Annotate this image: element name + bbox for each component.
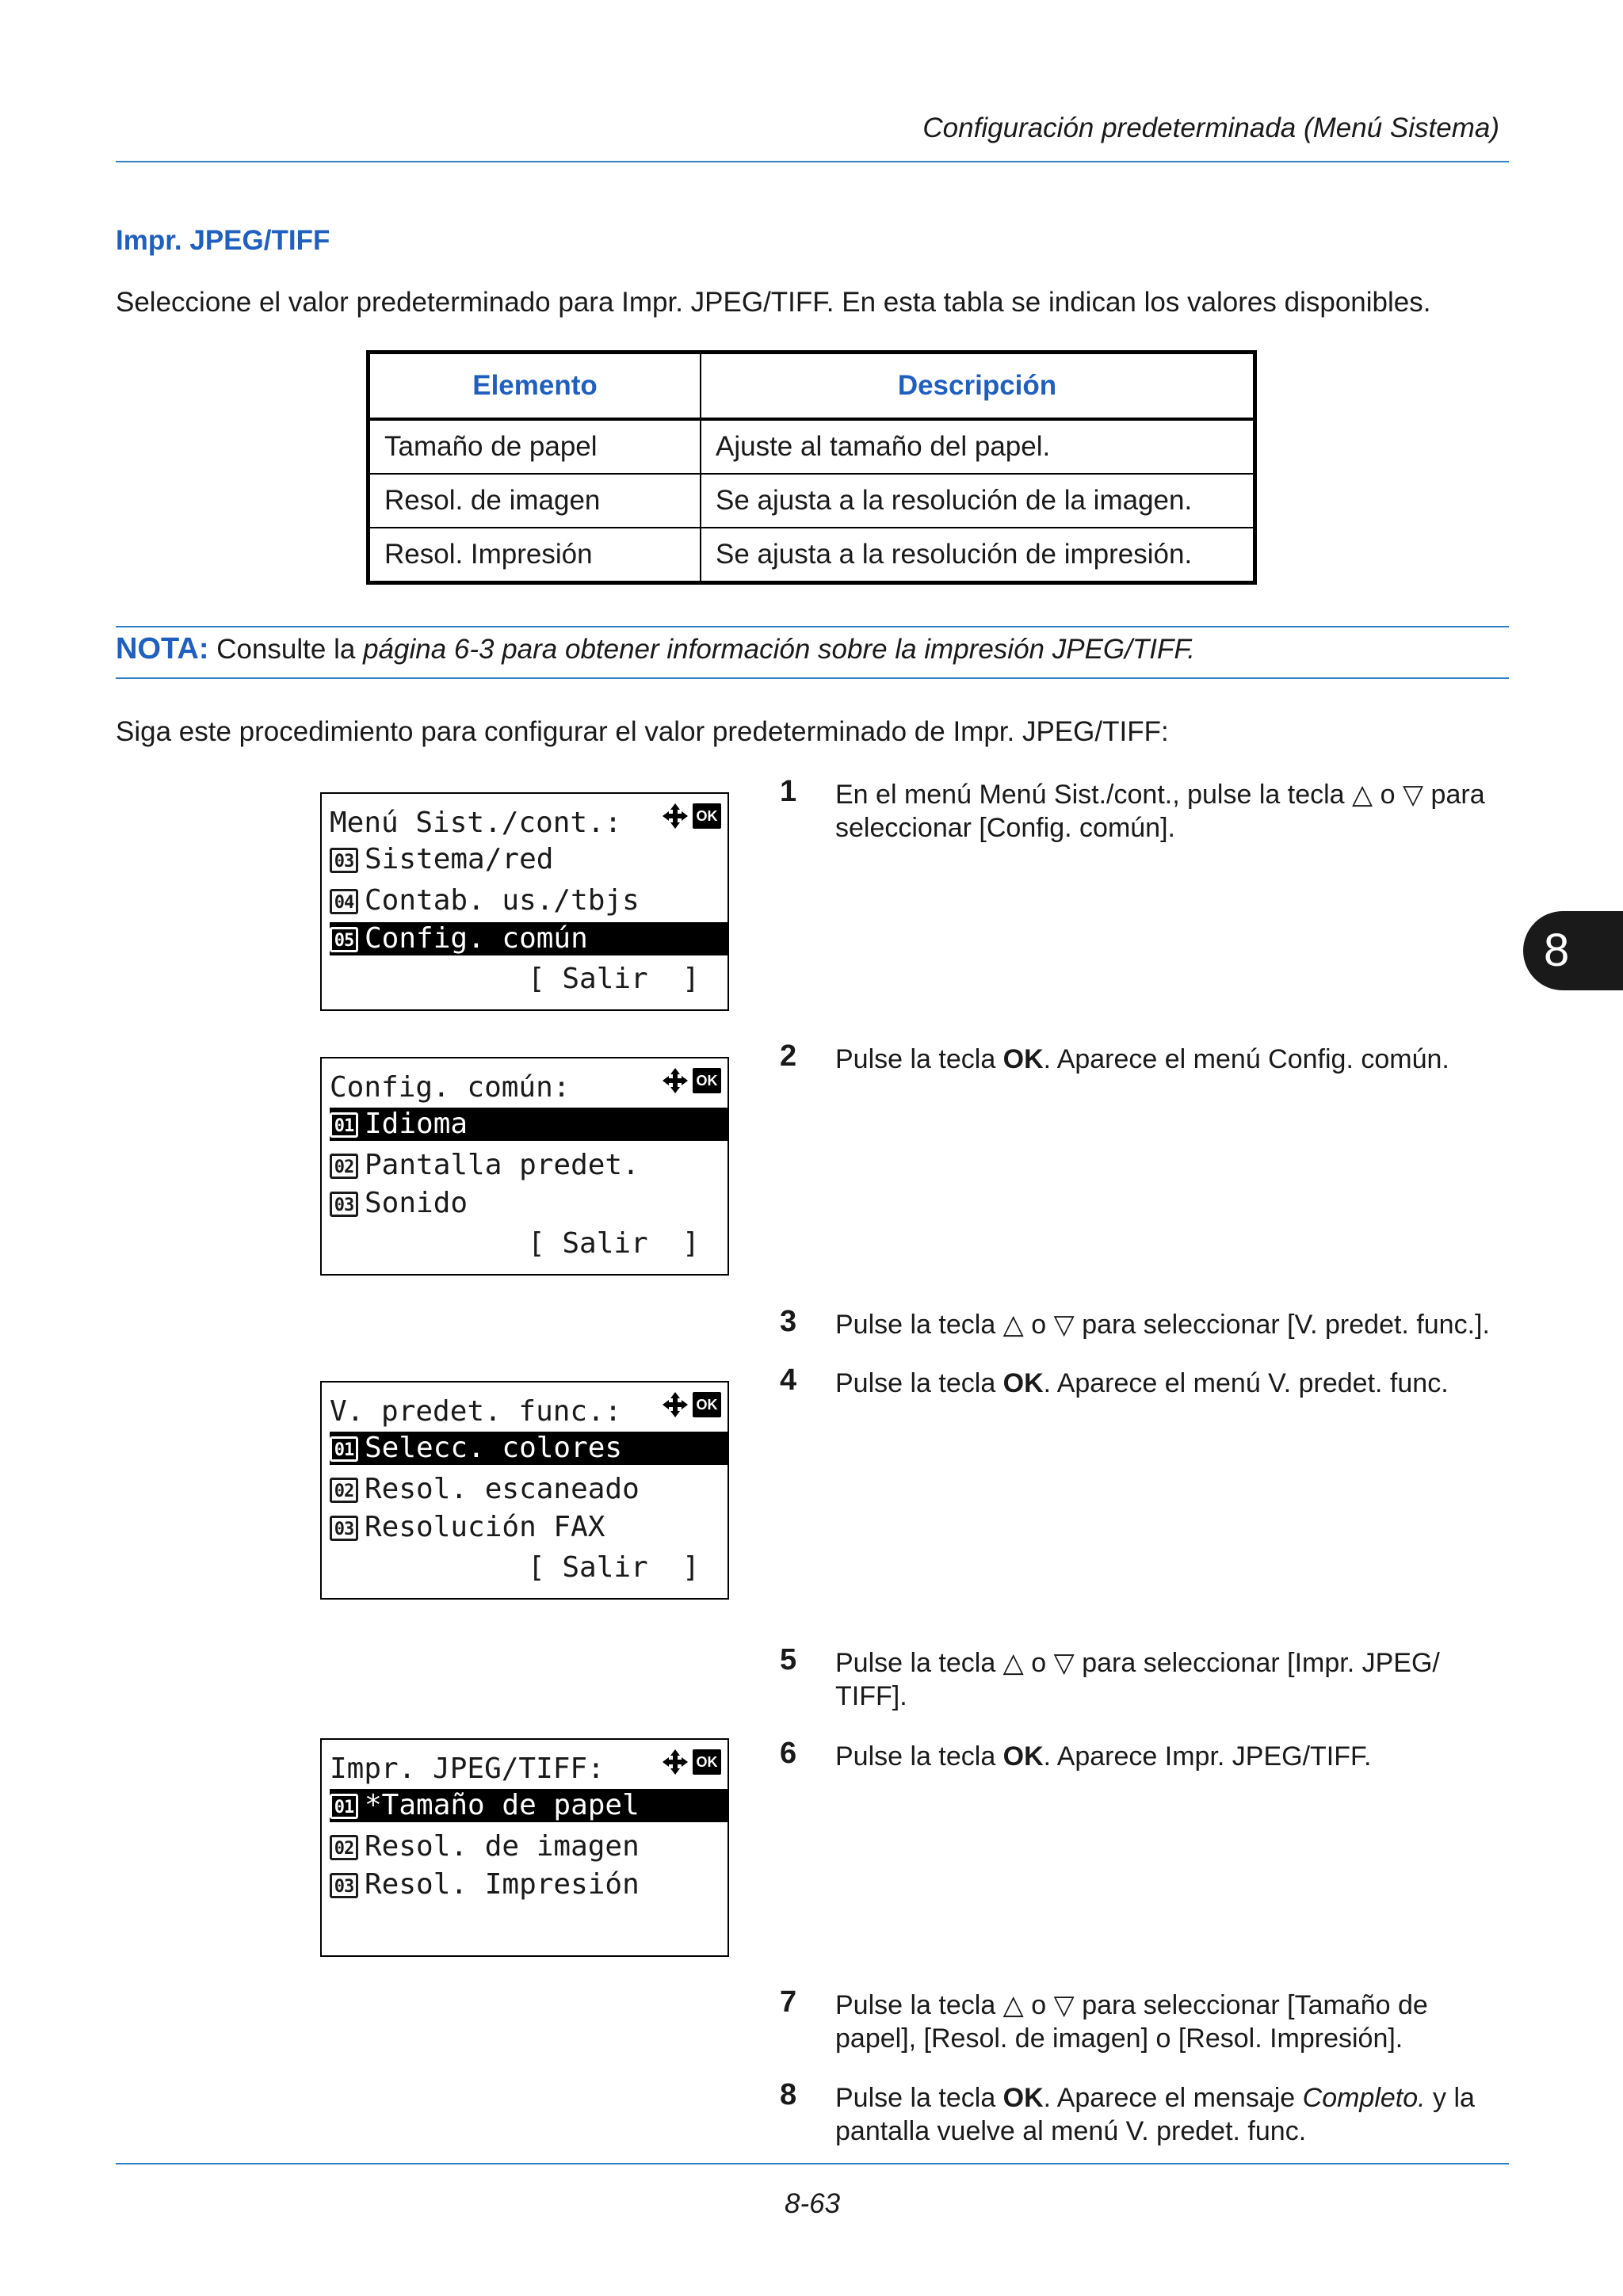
lcd-exit-softkey: [ Salir ] xyxy=(528,963,700,995)
ok-key-icon xyxy=(661,1389,721,1421)
table-header-row xyxy=(369,353,1255,420)
lcd-item-label: Contab. us./tbjs xyxy=(365,884,640,917)
lcd-menu-item xyxy=(330,1789,727,1822)
lcd-menu-item xyxy=(330,1432,727,1465)
lcd-exit-softkey: [ Salir ] xyxy=(528,1227,700,1260)
step-text-part: . Aparece Impr. JPEG/TIFF. xyxy=(1043,1741,1372,1772)
step-number: 1 xyxy=(780,775,797,808)
item-number-icon: 03 xyxy=(330,1192,358,1217)
values-table xyxy=(366,350,1257,585)
item-number-icon: 04 xyxy=(330,889,358,914)
item-number-icon: 01 xyxy=(330,1436,358,1462)
lcd-menu-item xyxy=(330,1473,727,1506)
lcd-menu-item xyxy=(330,922,727,955)
navigation-arrows-icon xyxy=(661,1390,689,1419)
note-bottom-rule xyxy=(116,677,1509,679)
section-intro: Seleccione el valor predeterminado para Impr. JPEG/TIFF. En esta tabla se indican los valores disponibles. xyxy=(116,287,1431,318)
step-text-part: Pulse la tecla △ o ▽ para seleccionar [Tamaño de papel], [Resol. de imagen] o [Resol. Impresión]. xyxy=(835,1990,1428,2054)
note-link-text[interactable]: página 6-3 para obtener información sobre la impresión JPEG/TIFF. xyxy=(363,634,1195,665)
note-top-rule xyxy=(116,626,1509,627)
lcd-menu-item xyxy=(330,1108,727,1141)
step-text-part: . Aparece el menú Config. común. xyxy=(1043,1044,1449,1074)
lcd-menu-item xyxy=(330,1868,727,1901)
step-text xyxy=(835,778,1509,845)
ok-label: OK xyxy=(693,1749,721,1775)
item-number-icon: 02 xyxy=(330,1835,358,1860)
lcd-item-label: Config. común xyxy=(365,922,588,955)
table-row xyxy=(369,474,1255,528)
step-text xyxy=(835,1646,1509,1713)
lcd-item-label: Sonido xyxy=(365,1187,468,1219)
step-text-part: y la pantalla vuelve al menú V. predet. func. xyxy=(835,2083,1475,2146)
item-number-icon: 02 xyxy=(330,1478,358,1503)
lcd-screen xyxy=(320,1057,729,1276)
section-title: Impr. JPEG/TIFF xyxy=(116,225,330,256)
lcd-item-label: Sistema/red xyxy=(365,843,554,875)
lcd-item-label: Idioma xyxy=(365,1108,468,1140)
lcd-item-label: Resolución FAX xyxy=(365,1511,605,1543)
item-number-icon: 05 xyxy=(330,927,358,952)
item-number-icon: 03 xyxy=(330,1873,358,1898)
navigation-arrows-icon xyxy=(661,1066,689,1095)
lcd-menu-item xyxy=(330,1511,727,1544)
step-text xyxy=(835,1043,1509,1076)
navigation-arrows-icon xyxy=(661,802,689,830)
note xyxy=(116,632,1195,666)
table-row xyxy=(369,419,1255,474)
ok-key-label: OK xyxy=(1002,1044,1044,1074)
ok-label: OK xyxy=(693,1068,721,1093)
lcd-exit-softkey: [ Salir ] xyxy=(528,1551,700,1584)
lcd-item-label: Resol. escaneado xyxy=(365,1473,640,1505)
table-cell: Resol. de imagen xyxy=(369,474,701,528)
step-text xyxy=(835,1740,1509,1773)
lcd-item-label: Pantalla predet. xyxy=(365,1149,640,1181)
step-number: 4 xyxy=(780,1363,797,1397)
ok-key-label: OK xyxy=(1002,1741,1044,1772)
lcd-screen xyxy=(320,792,729,1011)
step-text-part: Pulse la tecla xyxy=(835,1368,1003,1398)
step-text-part: Pulse la tecla △ o ▽ para seleccionar [Impr. JPEG/ TIFF]. xyxy=(835,1648,1440,1711)
lcd-menu-item xyxy=(330,843,727,876)
lcd-menu-item xyxy=(330,884,727,917)
navigation-arrows-icon xyxy=(661,1748,689,1776)
note-text: Consulte la xyxy=(208,634,364,665)
step-text-part: . Aparece el menú V. predet. func. xyxy=(1043,1368,1449,1398)
step-text xyxy=(835,1989,1509,2055)
lcd-item-label: Resol. Impresión xyxy=(365,1868,640,1901)
lcd-menu-item xyxy=(330,1149,727,1182)
step-number: 5 xyxy=(780,1643,797,1676)
header-rule xyxy=(116,161,1509,162)
ok-key-icon xyxy=(661,1746,721,1778)
item-number-icon: 03 xyxy=(330,1516,358,1541)
table-cell: Tamaño de papel xyxy=(369,419,701,474)
table-header-cell: Descripción xyxy=(701,353,1255,420)
ok-label: OK xyxy=(693,803,721,829)
message-text: Completo. xyxy=(1302,2083,1426,2113)
chapter-tab[interactable]: 8 xyxy=(1523,911,1623,990)
step-text-part: Pulse la tecla xyxy=(835,2083,1003,2113)
lcd-title: Impr. JPEG/TIFF: xyxy=(330,1753,605,1785)
lcd-title: Menú Sist./cont.: xyxy=(330,807,622,839)
ok-key-label: OK xyxy=(1002,2083,1044,2113)
step-text-part: Pulse la tecla xyxy=(835,1044,1003,1074)
table-cell: Se ajusta a la resolución de la imagen. xyxy=(701,474,1255,528)
step-text xyxy=(835,2081,1509,2148)
table-cell: Ajuste al tamaño del papel. xyxy=(701,419,1255,474)
step-number: 2 xyxy=(780,1039,797,1073)
page-number: 8-63 xyxy=(785,2188,841,2219)
table-header-cell: Elemento xyxy=(369,353,701,420)
step-number: 8 xyxy=(780,2078,797,2111)
step-text xyxy=(835,1308,1509,1341)
lcd-title: Config. común: xyxy=(330,1071,571,1104)
step-number: 3 xyxy=(780,1305,797,1338)
step-number: 7 xyxy=(780,1985,797,2019)
table-cell: Se ajusta a la resolución de impresión. xyxy=(701,528,1255,583)
table-cell: Resol. Impresión xyxy=(369,528,701,583)
running-header: Configuración predeterminada (Menú Sistema) xyxy=(922,113,1499,143)
item-number-icon: 01 xyxy=(330,1112,358,1138)
ok-label: OK xyxy=(693,1392,721,1417)
ok-key-icon xyxy=(661,800,721,832)
item-number-icon: 01 xyxy=(330,1794,358,1819)
note-label: NOTA: xyxy=(116,632,209,666)
lcd-item-label: *Tamaño de papel xyxy=(365,1789,640,1821)
lcd-title: V. predet. func.: xyxy=(330,1395,622,1428)
step-text xyxy=(835,1367,1509,1400)
procedure-intro: Siga este procedimiento para configurar el valor predeterminado de Impr. JPEG/TIFF: xyxy=(116,716,1169,747)
item-number-icon: 02 xyxy=(330,1154,358,1179)
lcd-menu-item xyxy=(330,1830,727,1863)
lcd-menu-item xyxy=(330,1187,727,1220)
lcd-screen xyxy=(320,1738,729,1957)
ok-key-label: OK xyxy=(1002,1368,1044,1398)
step-text-part: . Aparece el mensaje xyxy=(1043,2083,1303,2113)
step-text-part: Pulse la tecla xyxy=(835,1741,1003,1772)
step-text-part: En el menú Menú Sist./cont., pulse la tecla △ o ▽ para seleccionar [Config. común]. xyxy=(835,780,1485,843)
lcd-item-label: Selecc. colores xyxy=(365,1432,623,1464)
item-number-icon: 03 xyxy=(330,848,358,873)
step-text-part: Pulse la tecla △ o ▽ para seleccionar [V. predet. func.]. xyxy=(835,1310,1490,1340)
ok-key-icon xyxy=(661,1065,721,1097)
lcd-screen xyxy=(320,1381,729,1600)
step-number: 6 xyxy=(780,1737,797,1770)
footer-rule xyxy=(116,2163,1509,2164)
lcd-item-label: Resol. de imagen xyxy=(365,1830,640,1863)
table-row xyxy=(369,528,1255,583)
